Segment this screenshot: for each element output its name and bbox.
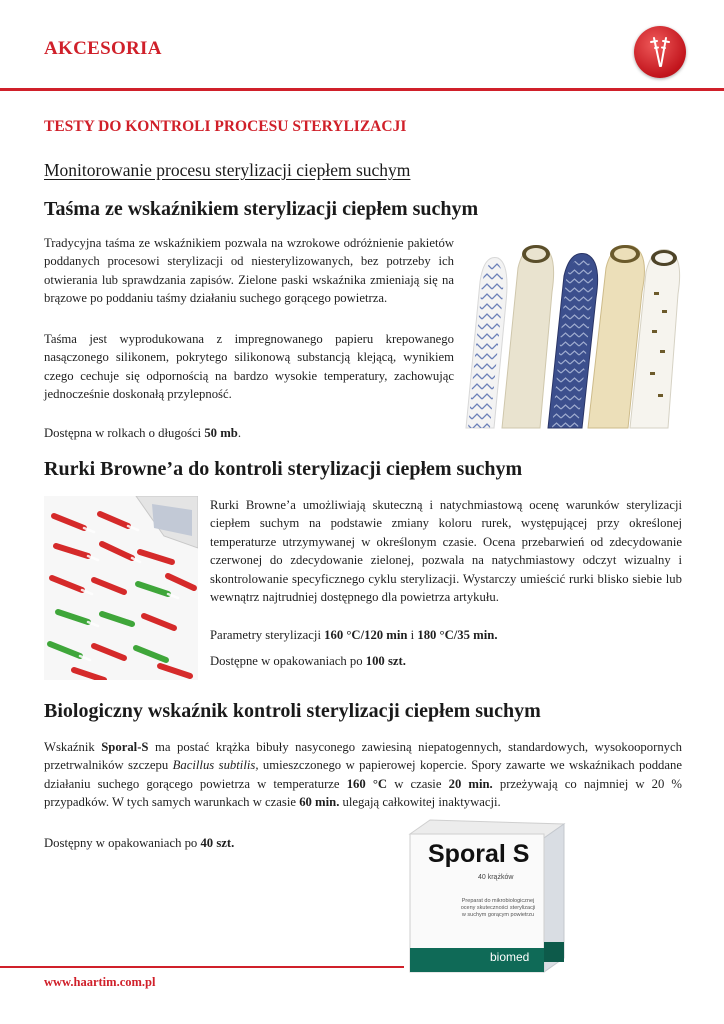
section-heading: TESTY DO KONTROLI PROCESU STERYLIZACJI [44,118,407,135]
footer-website-link[interactable]: www.haartim.com.pl [44,975,156,989]
page-title: AKCESORIA [44,38,162,59]
box-brand: Sporal S [428,840,530,868]
tape-rolls-image [462,232,686,430]
header-divider [0,88,724,91]
product-title-tape: Taśma ze wskaźnikiem sterylizacji ciepłem suchym [44,198,479,220]
product-title-browne-tubes: Rurki Browne’a do kontroli sterylizacji ciepłem suchym [44,458,523,480]
tape-material-description: Taśma jest wyprodukowana z impregnowanego papieru krepowanego nasączonego silikonem, pokrytego silikonową substancją klejącą, wynikiem czego cechuje się odpornością na bardzo wysokie temperatury, zachowując jednocześnie doskonałą przylepność. [44,332,454,402]
browne-tubes-image [44,496,198,680]
footer-divider [0,966,404,968]
browne-tubes-availability: Dostępne w opakowaniach po 100 szt. [210,654,406,668]
sporal-box-image [404,816,570,974]
browne-tubes-parameters: Parametry sterylizacji 160 °C/120 min i 180 °C/35 min. [210,628,498,642]
subsection-heading: Monitorowanie procesu sterylizacji ciepłem suchym [44,160,411,180]
tape-description: Tradycyjna taśma ze wskaźnikiem pozwala na wzrokowe odróżnienie pakietów poddanych procesowi sterylizacji od niesterylizowanych, bez potrzeby ich otwierania lub sprawdzania zapisów. Zielone paski wskaźnika zmieniają się na brązowe po poddaniu taśmy działaniu suchego gorącego powietrza. [44,236,454,306]
box-maker: biomed [490,950,530,964]
sporal-description: Wskaźnik Sporal-S ma postać krążka bibuły nasyconego zawiesiną niepatogennych, standardowych, wysokoopornych przetrwalników szczepu Bacillus subtilis, umieszczonego w papierowej kopercie. Spory zawarte we wskaźnikach poddane działaniu suchego gorącego powietrza w temperaturze 160 °C w czasie 20 min. przeżywają co najmniej w 20 % przypadków. W tych samych warunkach w czasie 60 min. ulegają całkowitej inaktywacji. [44,740,682,810]
product-title-biological-indicator: Biologiczny wskaźnik kontroli sterylizacji ciepłem suchym [44,700,541,722]
sporal-availability: Dostępny w opakowaniach po 40 szt. [44,836,235,850]
syringe-logo-icon [634,26,686,78]
box-count: 40 krążków [478,874,514,881]
browne-tubes-description: Rurki Browne’a umożliwiają skuteczną i natychmiastową ocenę warunków sterylizacji ciepłem suchym na podstawie zmiany koloru rurek, występującej przy określonej temperaturze utrzymywanej w określonym czasie. Ocena przebarwień od zdecydowanie czerwonej do zdecydowanie zielonej, pozwala na natychmiastowy odczyt wizualny i skontrolowanie specyficznego cyklu sterylizacji. Wystarczy umieścić rurki blisko siebie lub wewnątrz najtrudniej dostępnego dla powietrza artykułu. [210,498,682,605]
box-description: Preparat do mikrobiologicznej oceny skuteczności sterylizacji w suchym gorącym powietrzu [460,898,536,918]
tape-availability: Dostępna w rolkach o długości 50 mb. [44,426,241,440]
